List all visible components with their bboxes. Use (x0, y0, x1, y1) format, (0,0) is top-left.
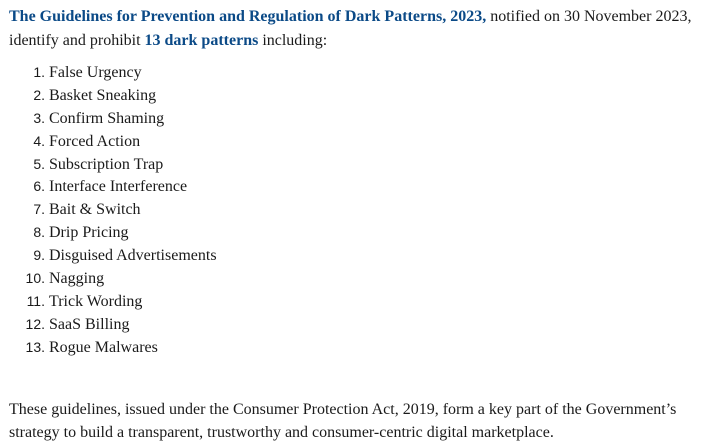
list-item-label: Nagging (49, 270, 105, 288)
intro-text-2: including: (258, 32, 328, 49)
list-item (0, 84, 217, 107)
list-item (0, 153, 217, 176)
list-number: 6. (33, 178, 45, 195)
list-item (0, 61, 217, 84)
list-item (0, 244, 217, 267)
list-item (0, 107, 217, 130)
intro-text-1: notified on 30 November 2023, identify and prohibit (9, 8, 692, 49)
list-number: 13. (25, 338, 45, 355)
list-item (0, 290, 217, 313)
list-number: 2. (33, 86, 45, 103)
list-item (0, 221, 217, 244)
list-item-label: Subscription Trap (49, 155, 164, 173)
outro-paragraph: These guidelines, issued under the Consumer Protection Act, 2019, form a key part of the Government’s strategy to build a transparent, trustworthy and consumer-centric digital marketplace. (9, 401, 677, 441)
list-item-label: Forced Action (49, 132, 141, 150)
list-item-label: SaaS Billing (49, 315, 130, 333)
list-item-label: Basket Sneaking (49, 86, 157, 104)
intro-paragraph (9, 5, 699, 53)
list-item-label: Interface Interference (49, 178, 188, 196)
list-number: 7. (33, 201, 45, 218)
list-number: 1. (33, 64, 45, 80)
list-number: 3. (33, 109, 45, 126)
list-item (0, 267, 217, 290)
list-item (0, 175, 217, 198)
list-item-label: Drip Pricing (49, 224, 129, 242)
list-item-label: Rogue Malwares (49, 338, 158, 356)
list-number: 8. (33, 224, 45, 241)
list-number: 10. (25, 270, 45, 287)
list-item (0, 336, 217, 359)
list-item-label: False Urgency (49, 64, 142, 81)
list-number: 9. (33, 247, 45, 264)
list-item (0, 198, 217, 221)
list-item-label: Trick Wording (49, 292, 143, 310)
list-number: 5. (33, 155, 45, 172)
list-item-label: Confirm Shaming (49, 109, 165, 127)
dark-patterns-link[interactable]: 13 dark patterns (144, 32, 259, 49)
list-number: 11. (26, 292, 45, 309)
list-item-label: Disguised Advertisements (49, 247, 217, 265)
dark-patterns-list (0, 61, 217, 359)
list-number: 12. (25, 315, 45, 332)
list-number: 4. (33, 132, 45, 149)
list-item (0, 313, 217, 336)
list-item-label: Bait & Switch (49, 201, 141, 219)
guidelines-link[interactable]: The Guidelines for Prevention and Regulation of Dark Patterns, 2023, (9, 8, 487, 25)
list-item (0, 130, 217, 153)
